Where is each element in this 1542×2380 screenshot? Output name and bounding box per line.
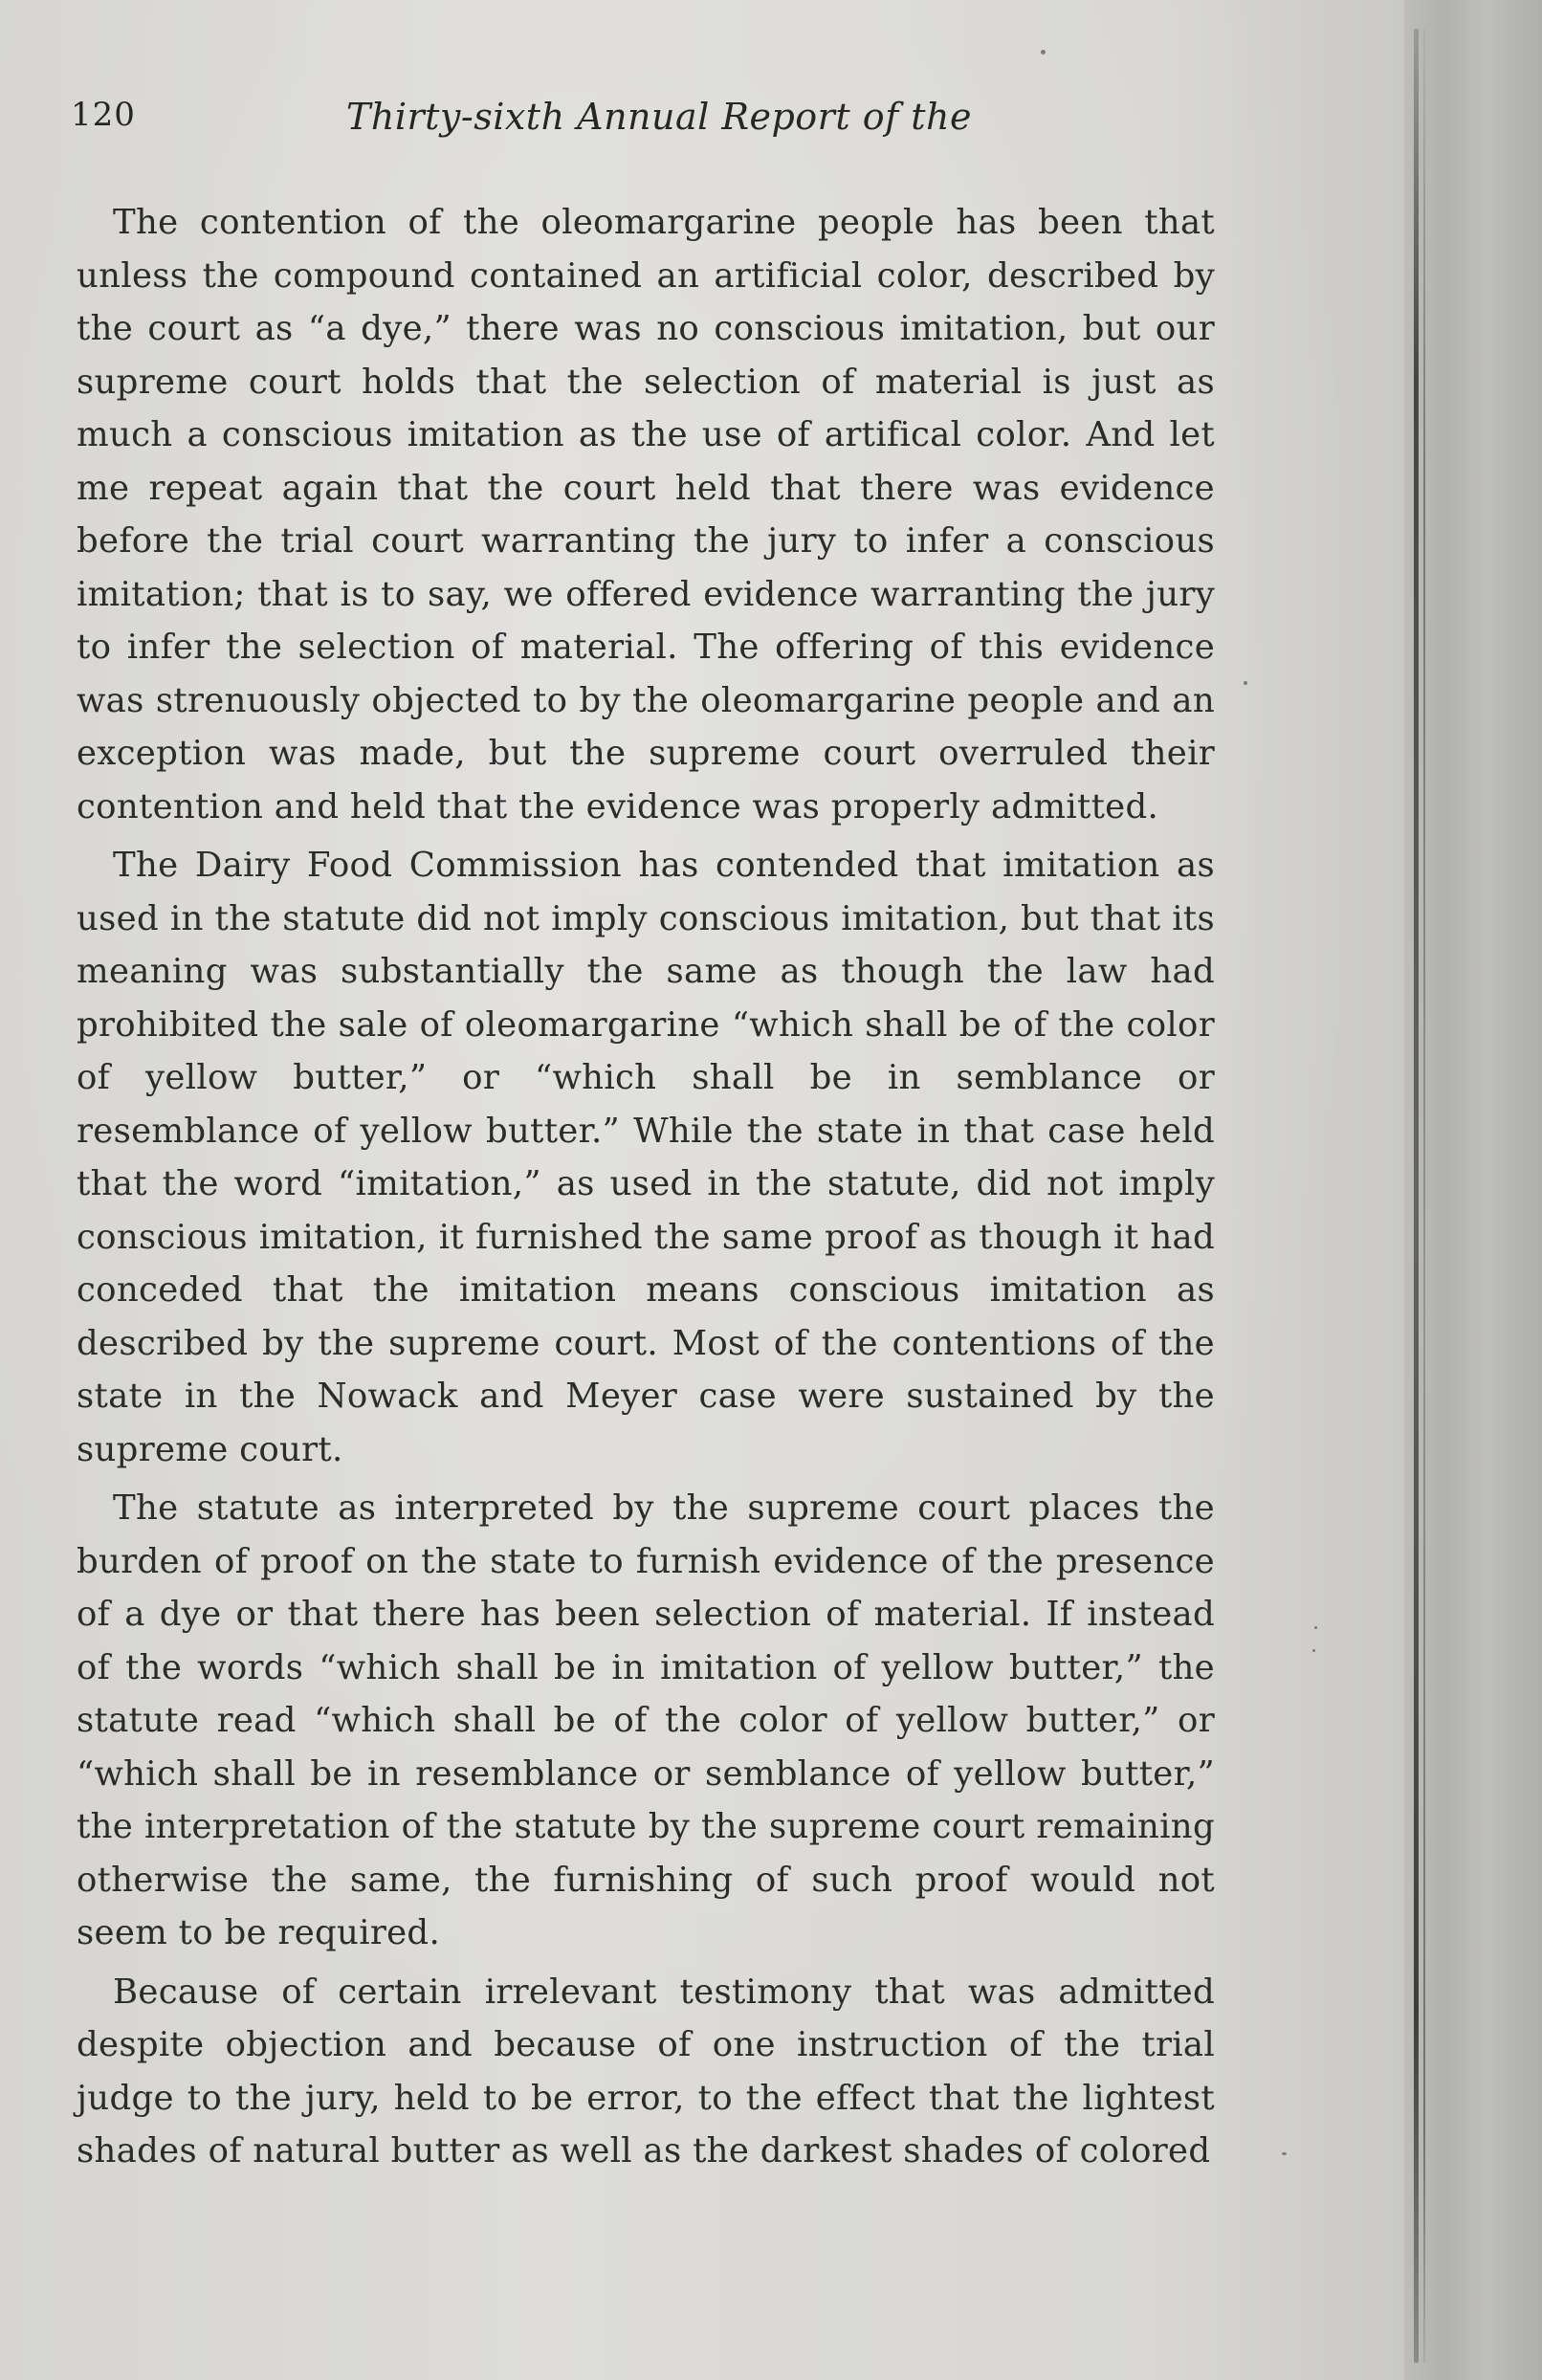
paragraph-1: The contention of the oleomargarine people has been that unless the compound contained an artificial color, described by the court as “a dye,” there was no conscious imitation, but our supreme court holds that the selection of material is just as much a conscious imitation as the use of artifical color. And let me repeat again that the court held that there was evidence before the trial court warranting the jury to infer a conscious imitation; that is to say, we offered evidence warranting the jury to infer the selection of material. The offering of this evidence was strenuously objected to by the oleomargarine people and an exception was made, but the supreme court overruled their contention and held that the evidence was properly admitted.	[77, 203, 1215, 826]
running-header	[71, 96, 1219, 153]
scan-speck	[1244, 681, 1247, 685]
running-title: Thirty-sixth Annual Report of the	[346, 96, 972, 138]
scan-speck	[1041, 50, 1046, 55]
body-text	[77, 196, 1215, 2184]
page-number: 120	[71, 96, 136, 134]
scan-speck	[1312, 1649, 1315, 1652]
paragraph-2: The Dairy Food Commission has contended that imitation as used in the statute did not imply conscious imitation, but that its meaning was substantially the same as though the law had prohibited the sale of oleomargarine “which shall be of the color of yellow butter,” or “which shall be in semblance or resemblance of yellow butter.” While the state in that case held that the word “imitation,” as used in the statute, did not imply conscious imitation, it furnished the same proof as though it had conceded that the imitation means conscious imitation as described by the supreme court. Most of the contentions of the state in the Nowack and Meyer case were sustained by the supreme court.	[77, 846, 1215, 1469]
scan-speck	[1282, 2152, 1287, 2155]
page-edge-shadow-secondary	[1423, 29, 1425, 2363]
page-edge-shadow	[1414, 29, 1419, 2363]
paragraph-4: Because of certain irrelevant testimony that was admitted despite objection and because of one instruction of the trial judge to the jury, held to be error, to the effect that the lightest shades of natural butter as well as the darkest shades of colored	[77, 1972, 1215, 2171]
paragraph-3: The statute as interpreted by the supreme court places the burden of proof on the state to furnish evidence of the presence of a dye or that there has been selection of material. If instead of the words “which shall be in imitation of yellow butter,” the statute read “which shall be of the color of yellow butter,” or “which shall be in resemblance or semblance of yellow butter,” the interpretation of the statute by the supreme court remaining otherwise the same, the furnishing of such proof would not seem to be required.	[77, 1488, 1215, 1952]
scan-speck	[1314, 1626, 1317, 1629]
